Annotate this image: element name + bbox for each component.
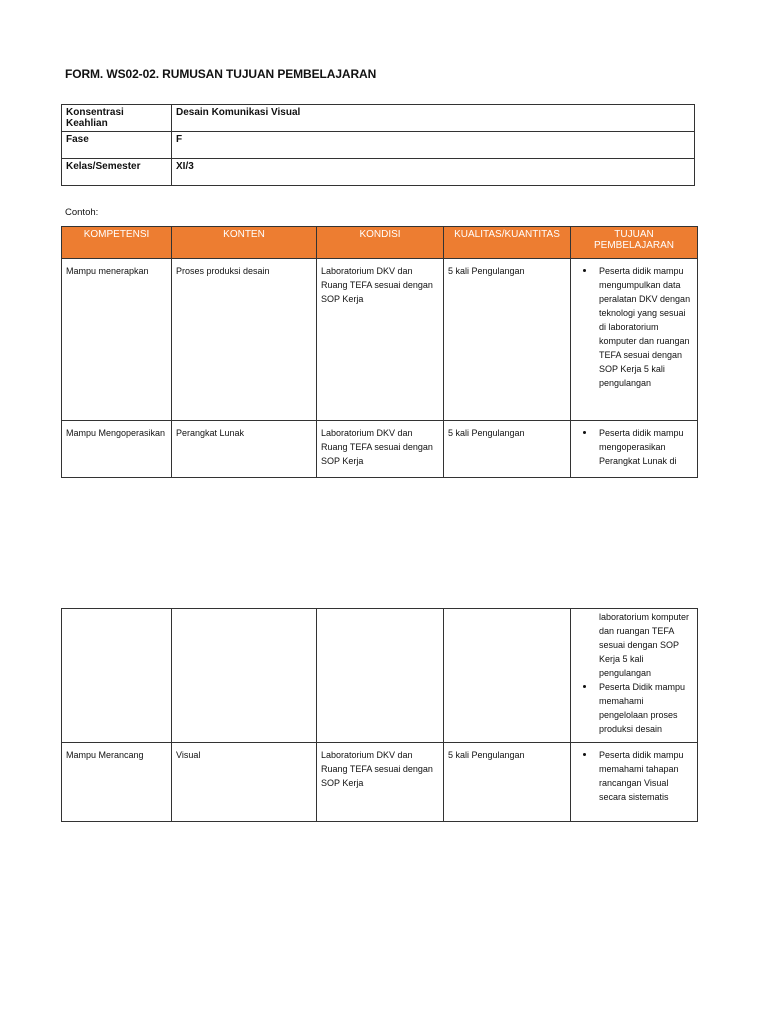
- info-key: Fase: [62, 132, 172, 159]
- cell-konten: Proses produksi desain: [172, 259, 317, 421]
- example-label: Contoh:: [65, 207, 99, 218]
- cell-kualitas: 5 kali Pengulangan: [444, 421, 571, 478]
- header-kualitas: KUALITAS/KUANTITAS: [444, 227, 571, 259]
- info-row: [62, 159, 695, 186]
- cell-kualitas: 5 kali Pengulangan: [444, 743, 571, 822]
- info-row: [62, 105, 695, 132]
- header-row: [62, 227, 698, 259]
- cell-tujuan: [571, 259, 698, 421]
- cell-kompetensi: Mampu Merancang: [62, 743, 172, 822]
- list-item: Peserta didik mampu mengumpulkan data peralatan DKV dengan teknologi yang sesuai di laboratorium komputer dan ruangan TEFA sesuai dengan SOP Kerja 5 kali pengulangan: [599, 264, 693, 390]
- tujuan-list: [575, 426, 693, 468]
- table-row: [62, 609, 698, 743]
- cell-kualitas: [444, 609, 571, 743]
- info-value: Desain Komunikasi Visual: [172, 105, 695, 132]
- list-item: Peserta Didik mampu memahami pengelolaan proses produksi desain: [599, 680, 693, 736]
- learning-objectives-table: [61, 226, 698, 478]
- cell-konten: Perangkat Lunak: [172, 421, 317, 478]
- cell-kondisi: Laboratorium DKV dan Ruang TEFA sesuai dengan SOP Kerja: [317, 259, 444, 421]
- info-row: [62, 132, 695, 159]
- header-konten: KONTEN: [172, 227, 317, 259]
- header-kompetensi: KOMPETENSI: [62, 227, 172, 259]
- cell-kualitas: 5 kali Pengulangan: [444, 259, 571, 421]
- info-value: XI/3: [172, 159, 695, 186]
- cell-kompetensi: [62, 609, 172, 743]
- info-key: Konsentrasi Keahlian: [62, 105, 172, 132]
- cell-kondisi: Laboratorium DKV dan Ruang TEFA sesuai dengan SOP Kerja: [317, 421, 444, 478]
- cell-kondisi: [317, 609, 444, 743]
- table-row: [62, 259, 698, 421]
- table-row: [62, 743, 698, 822]
- cell-tujuan: [571, 421, 698, 478]
- list-item: Peserta didik mampu mengoperasikan Perangkat Lunak di: [599, 426, 693, 468]
- cell-kompetensi: Mampu Mengoperasikan: [62, 421, 172, 478]
- form-title: FORM. WS02-02. RUMUSAN TUJUAN PEMBELAJARAN: [65, 67, 377, 81]
- list-item: Peserta didik mampu memahami tahapan rancangan Visual secara sistematis: [599, 748, 693, 804]
- cell-kondisi: Laboratorium DKV dan Ruang TEFA sesuai dengan SOP Kerja: [317, 743, 444, 822]
- cell-kompetensi: Mampu menerapkan: [62, 259, 172, 421]
- cell-konten: Visual: [172, 743, 317, 822]
- table-row: [62, 421, 698, 478]
- tujuan-list: [575, 264, 693, 390]
- tujuan-list: [575, 680, 693, 736]
- learning-objectives-table-continued: [61, 608, 698, 822]
- info-table: [61, 104, 695, 186]
- header-tujuan: TUJUAN PEMBELAJARAN: [571, 227, 698, 259]
- cell-tujuan: [571, 743, 698, 822]
- header-kondisi: KONDISI: [317, 227, 444, 259]
- cell-konten: [172, 609, 317, 743]
- tujuan-list: [575, 748, 693, 804]
- info-value: F: [172, 132, 695, 159]
- tujuan-continuation: laboratorium komputer dan ruangan TEFA sesuai dengan SOP Kerja 5 kali pengulangan: [599, 612, 690, 678]
- info-key: Kelas/Semester: [62, 159, 172, 186]
- cell-tujuan: [571, 609, 698, 743]
